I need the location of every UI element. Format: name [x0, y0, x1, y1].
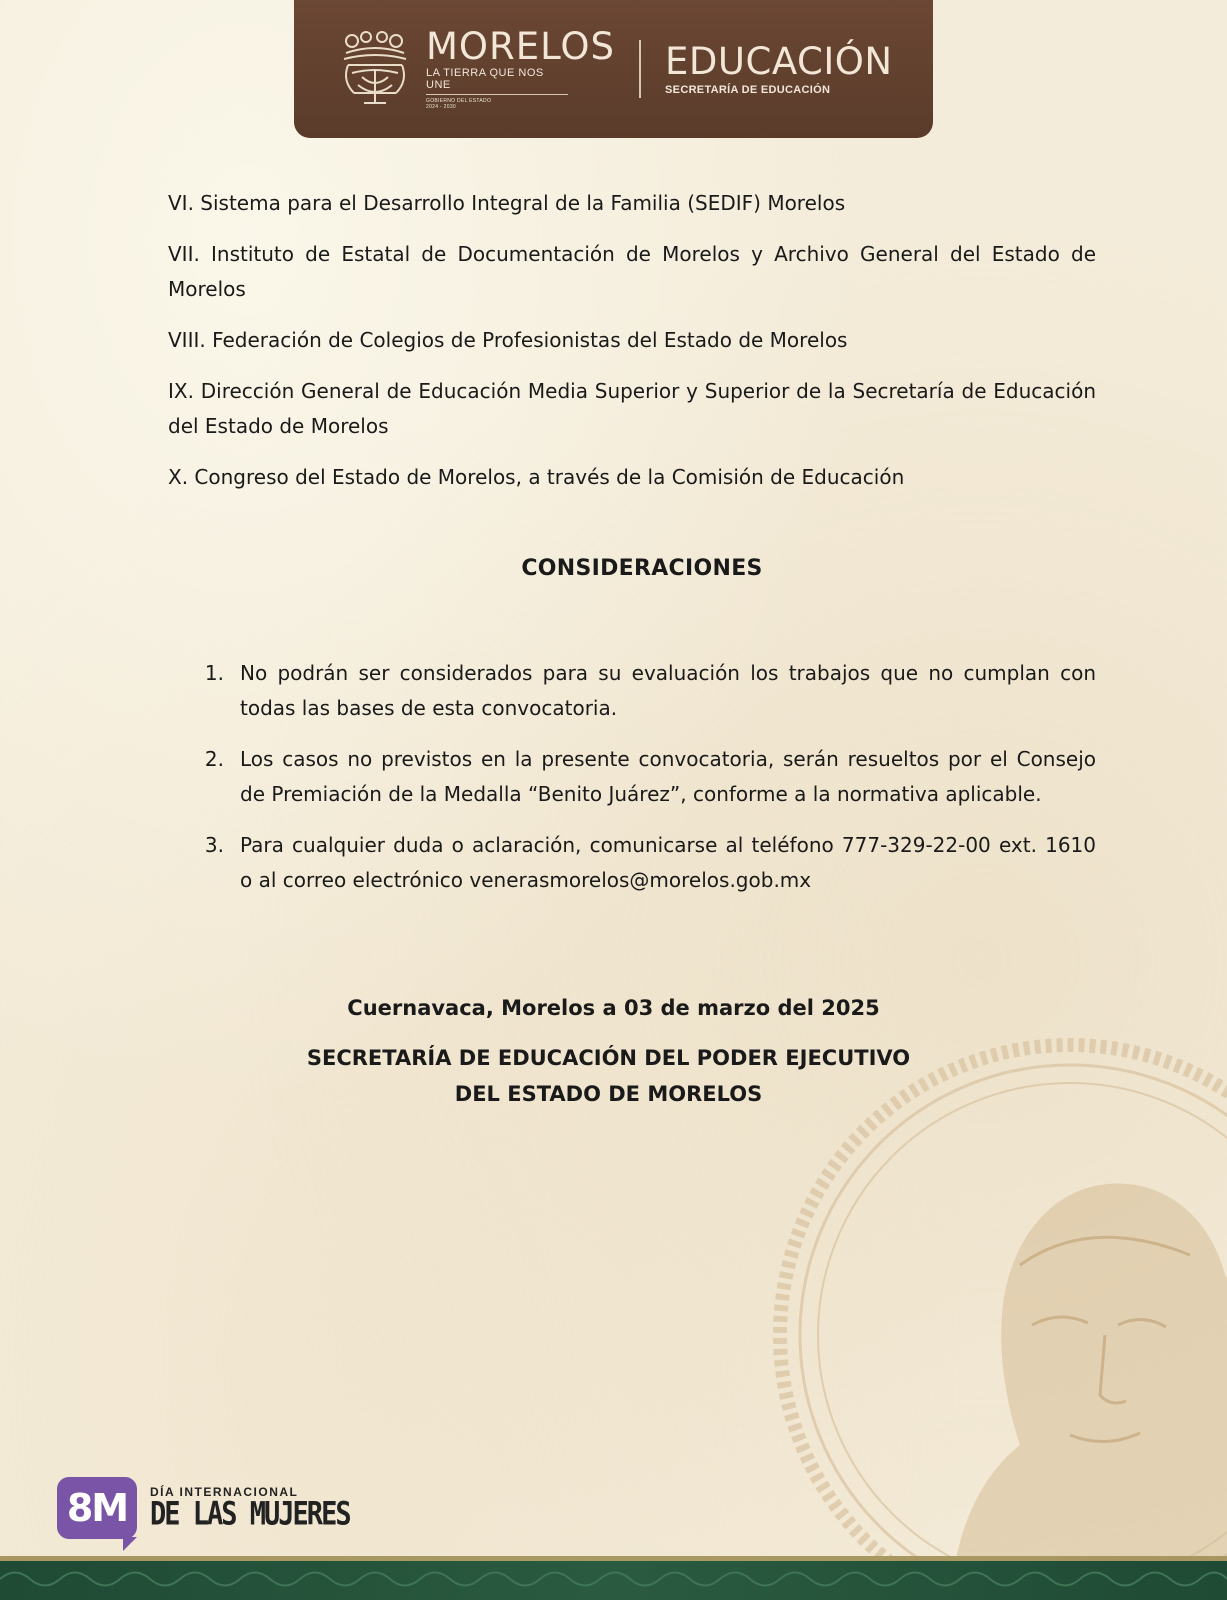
brand-years: 2024 - 2030 [426, 104, 456, 110]
considerations-list [168, 656, 1096, 898]
womens-day-bottom-line: DE LAS MUJERES [150, 1495, 350, 1533]
womens-day-badge [57, 1477, 350, 1539]
institution-item-vi: VI. Sistema para el Desarrollo Integral de la Familia (SEDIF) Morelos [168, 191, 846, 215]
consideration-text: Para cualquier duda o aclaración, comunicarse al teléfono 777-329-22-00 ext. 1610 o al correo electrónico venerasmorelos@morelos.gob.mx [240, 833, 1096, 892]
header-banner [294, 0, 933, 138]
footer-band [0, 1556, 1227, 1600]
footer-band-edge [0, 1556, 1227, 1561]
brand-government-label: GOBIERNO DEL ESTADO [426, 98, 492, 104]
department-block [665, 42, 893, 96]
consideration-text: No podrán ser considerados para su evaluación los trabajos que no cumplan con todas las bases de esta convocatoria. [240, 661, 1096, 720]
consideration-number: 2. [204, 747, 224, 771]
document-body [168, 186, 1096, 914]
department-name: EDUCACIÓN [665, 40, 893, 83]
consideration-item [168, 656, 1096, 726]
signature-line-1: SECRETARÍA DE EDUCACIÓN DEL PODER EJECUTIVO [306, 1046, 911, 1070]
brand-slogan: LA TIERRA QUE NOS UNE [426, 67, 568, 95]
consideration-item [168, 742, 1096, 812]
header-divider [639, 40, 641, 98]
place-and-date: Cuernavaca, Morelos a 03 de marzo del 2025 [347, 996, 880, 1020]
considerations-title: CONSIDERACIONES [521, 556, 763, 581]
consideration-item [168, 828, 1096, 898]
brand-block [426, 25, 616, 110]
consideration-number: 3. [204, 833, 224, 857]
institution-item-x: X. Congreso del Estado de Morelos, a través de la Comisión de Educación [168, 465, 905, 489]
institution-item-viii: VIII. Federación de Colegios de Profesionistas del Estado de Morelos [168, 328, 848, 352]
womens-day-top-line: DÍA INTERNACIONAL [150, 1485, 299, 1499]
consideration-number: 1. [204, 661, 224, 685]
8m-logo: 8M [57, 1477, 137, 1539]
department-subtitle: SECRETARÍA DE EDUCACIÓN [665, 84, 831, 96]
closing-block [0, 990, 1227, 1112]
benito-juarez-portrait-watermark [770, 1035, 1227, 1585]
womens-day-text [150, 1485, 350, 1531]
brand-name: MORELOS [426, 25, 616, 68]
morelos-emblem-icon [338, 29, 412, 109]
institution-item-ix: IX. Dirección General de Educación Media Superior y Superior de la Secretaría de Educación del Estado de Morelos [168, 379, 1096, 438]
signature-line-2: DEL ESTADO DE MORELOS [454, 1082, 763, 1106]
consideration-text: Los casos no previstos en la presente convocatoria, serán resueltos por el Consejo de Premiación de la Medalla “Benito Juárez”, conforme a la normativa aplicable. [240, 747, 1096, 806]
footer-pattern-icon [0, 1566, 1227, 1592]
institution-item-vii: VII. Instituto de Estatal de Documentación de Morelos y Archivo General del Estado de Morelos [168, 242, 1096, 301]
